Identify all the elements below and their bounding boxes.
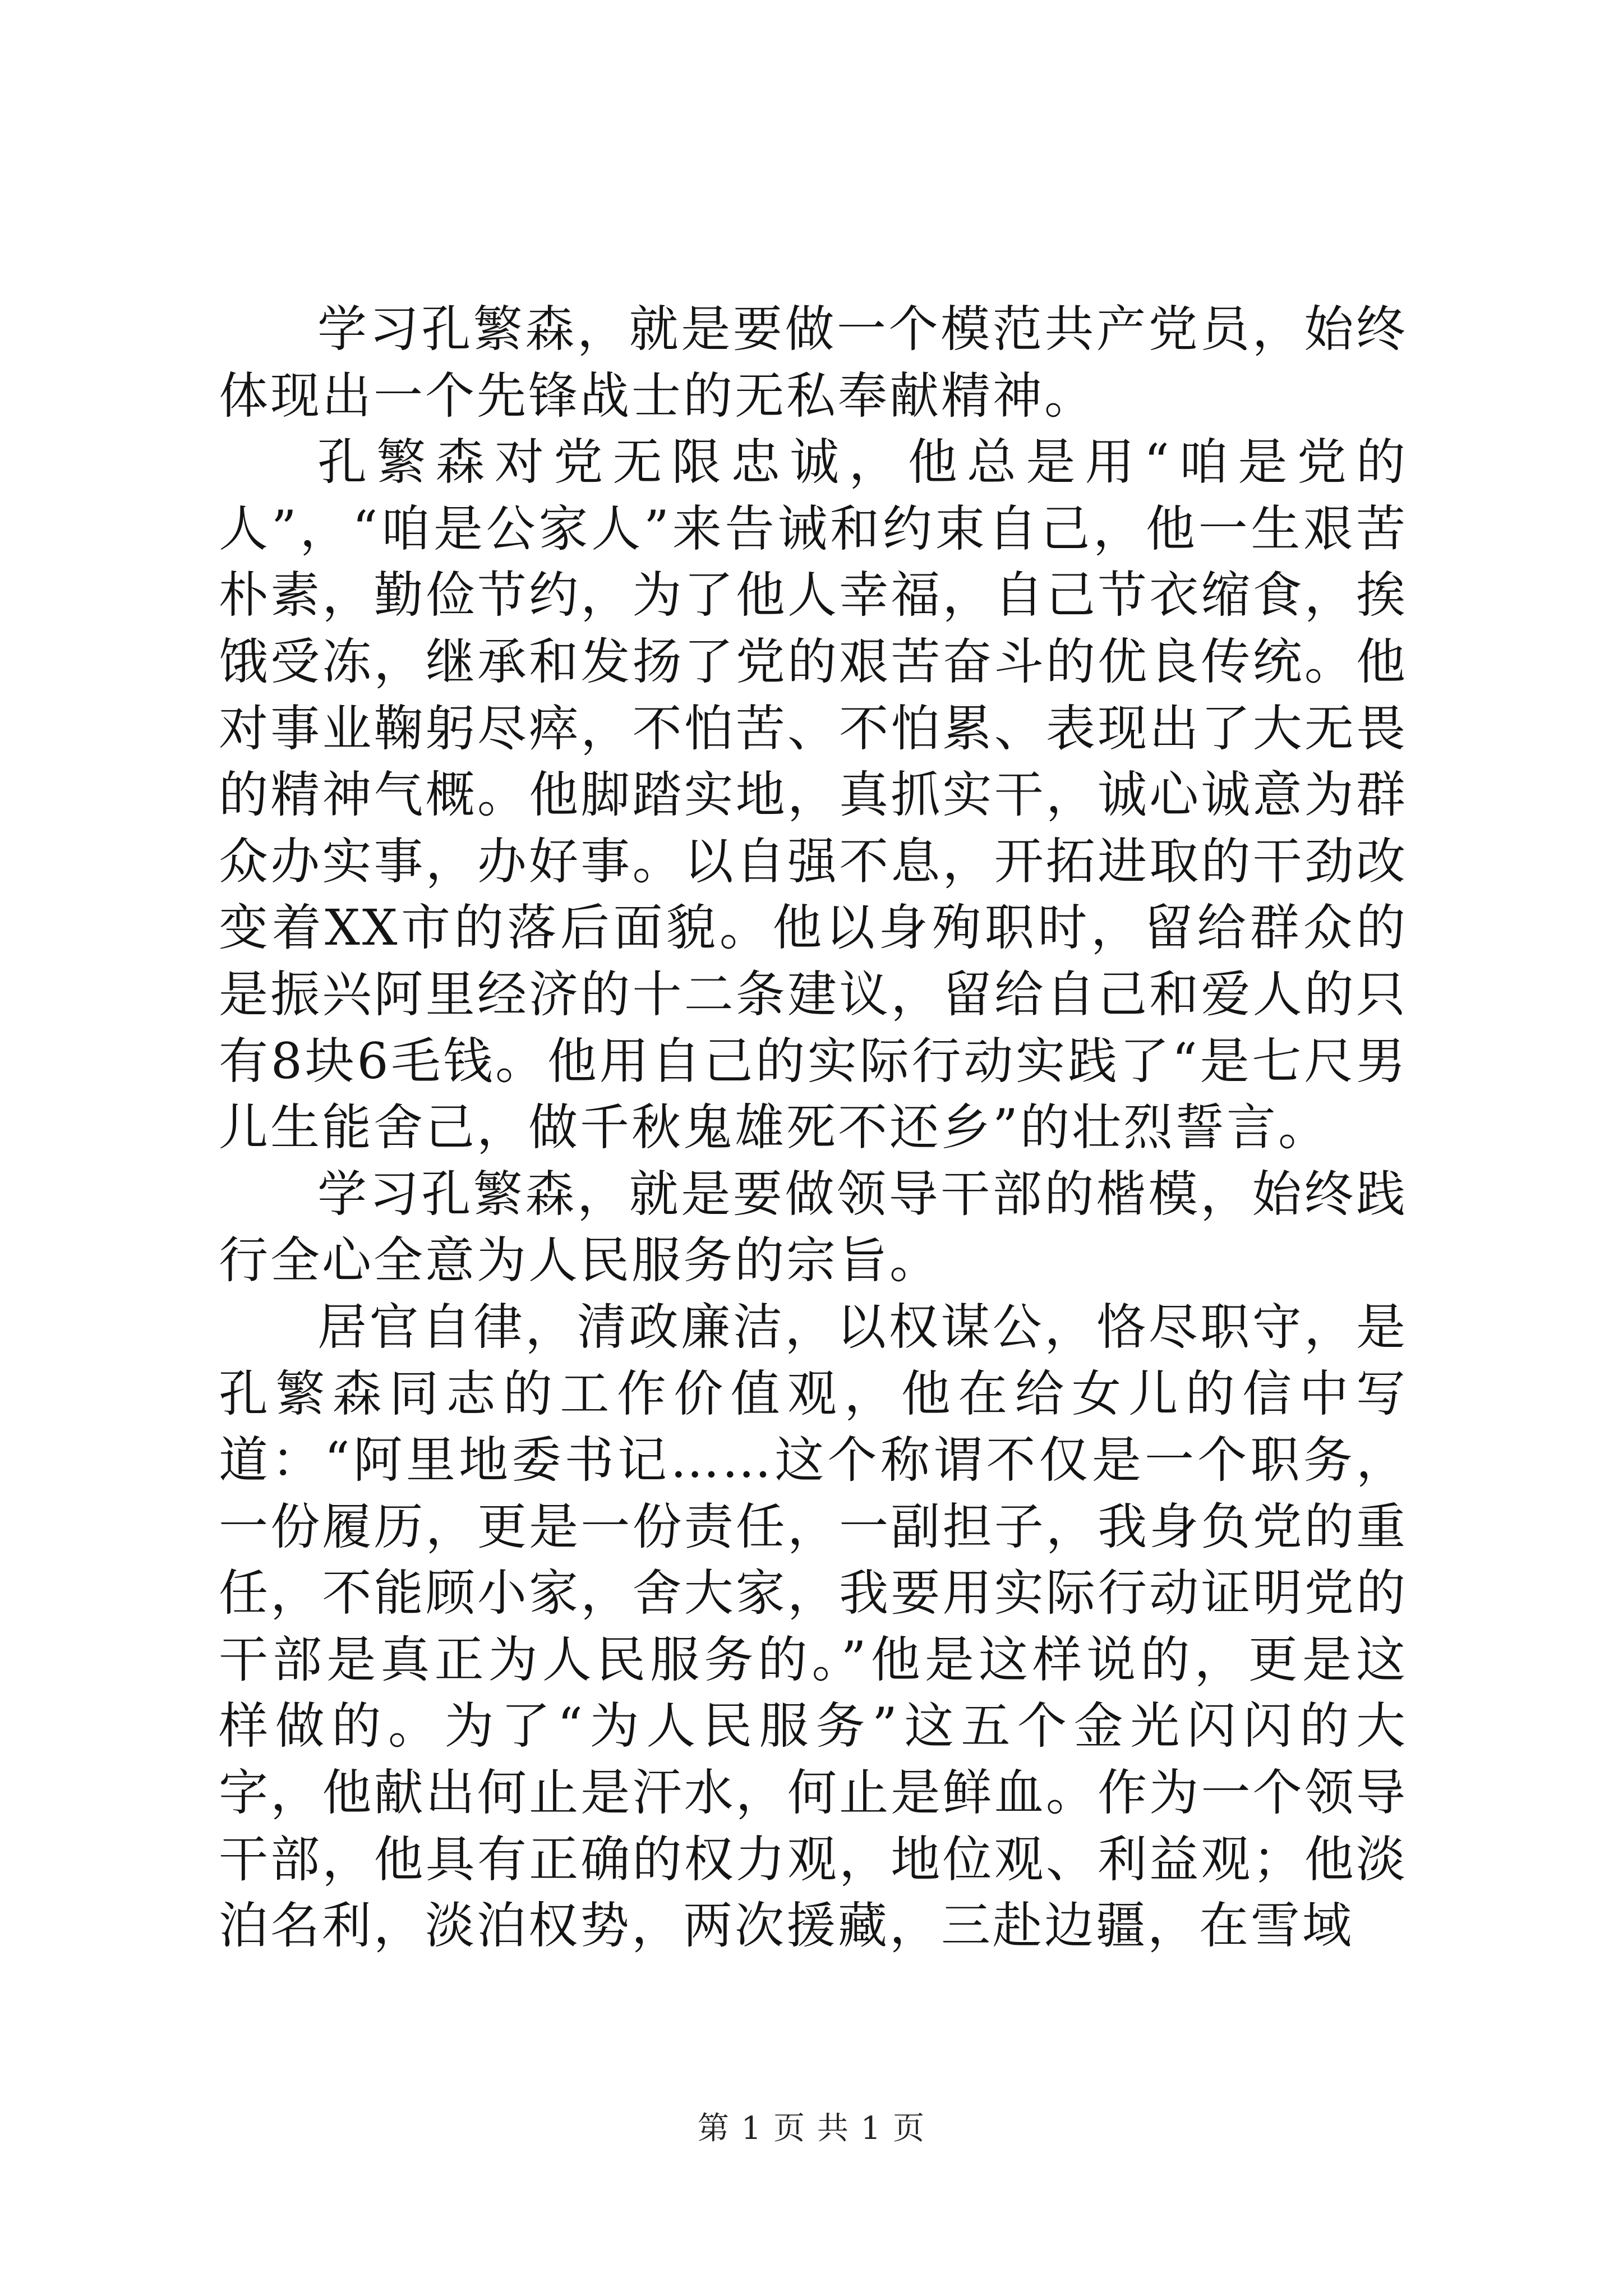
paragraph-4: 居官自律，清政廉洁，以权谋公，恪尽职守，是孔繁森同志的工作价值观，他在给女儿的信中写道：“阿里地委书记……这个称谓不仅是一个职务，一份履历，更是一份责任，一副担子，我身负党的重任，不能顾小家，舍大家，我要用实际行动证明党的干部是真正为人民服务的。”他是这样说的，更是这样做的。为了“为人民服务”这五个金光闪闪的大字，他献出何止是汗水，何止是鲜血。作为一个领导干部，他具有正确的权力观，地位观、利益观；他淡泊名利，淡泊权势，两次援藏，三赴边疆，在雪域 bbox=[219, 1297, 1408, 1955]
page-footer: 第 1 页 共 1 页 bbox=[697, 2110, 926, 2147]
paragraph-1: 学习孔繁森，就是要做一个模范共产党员，始终体现出一个先锋战士的无私奉献精神。 bbox=[219, 300, 1408, 425]
paragraph-3: 学习孔繁森，就是要做领导干部的楷模，始终践行全心全意为人民服务的宗旨。 bbox=[219, 1165, 1408, 1290]
paragraph-2: 孔繁森对党无限忠诚，他总是用“咱是党的人”，“咱是公家人”来告诫和约束自己，他一生艰苦朴素，勤俭节约，为了他人幸福，自己节衣缩食，挨饿受冻，继承和发扬了党的艰苦奋斗的优良传统。他对事业鞠躬尽瘁，不怕苦、不怕累、表现出了大无畏的精神气概。他脚踏实地，真抓实干，诚心诚意为群众办实事，办好事。以自强不息，开拓进取的干劲改变着XX市的落后面貌。他以身殉职时，留给群众的是振兴阿里经济的十二条建议，留给自己和爱人的只有8块6毛钱。他用自己的实际行动实践了“是七尺男儿生能舍己，做千秋鬼雄死不还乡”的壮烈誓言。 bbox=[219, 433, 1408, 1157]
body-text bbox=[219, 296, 1408, 1959]
